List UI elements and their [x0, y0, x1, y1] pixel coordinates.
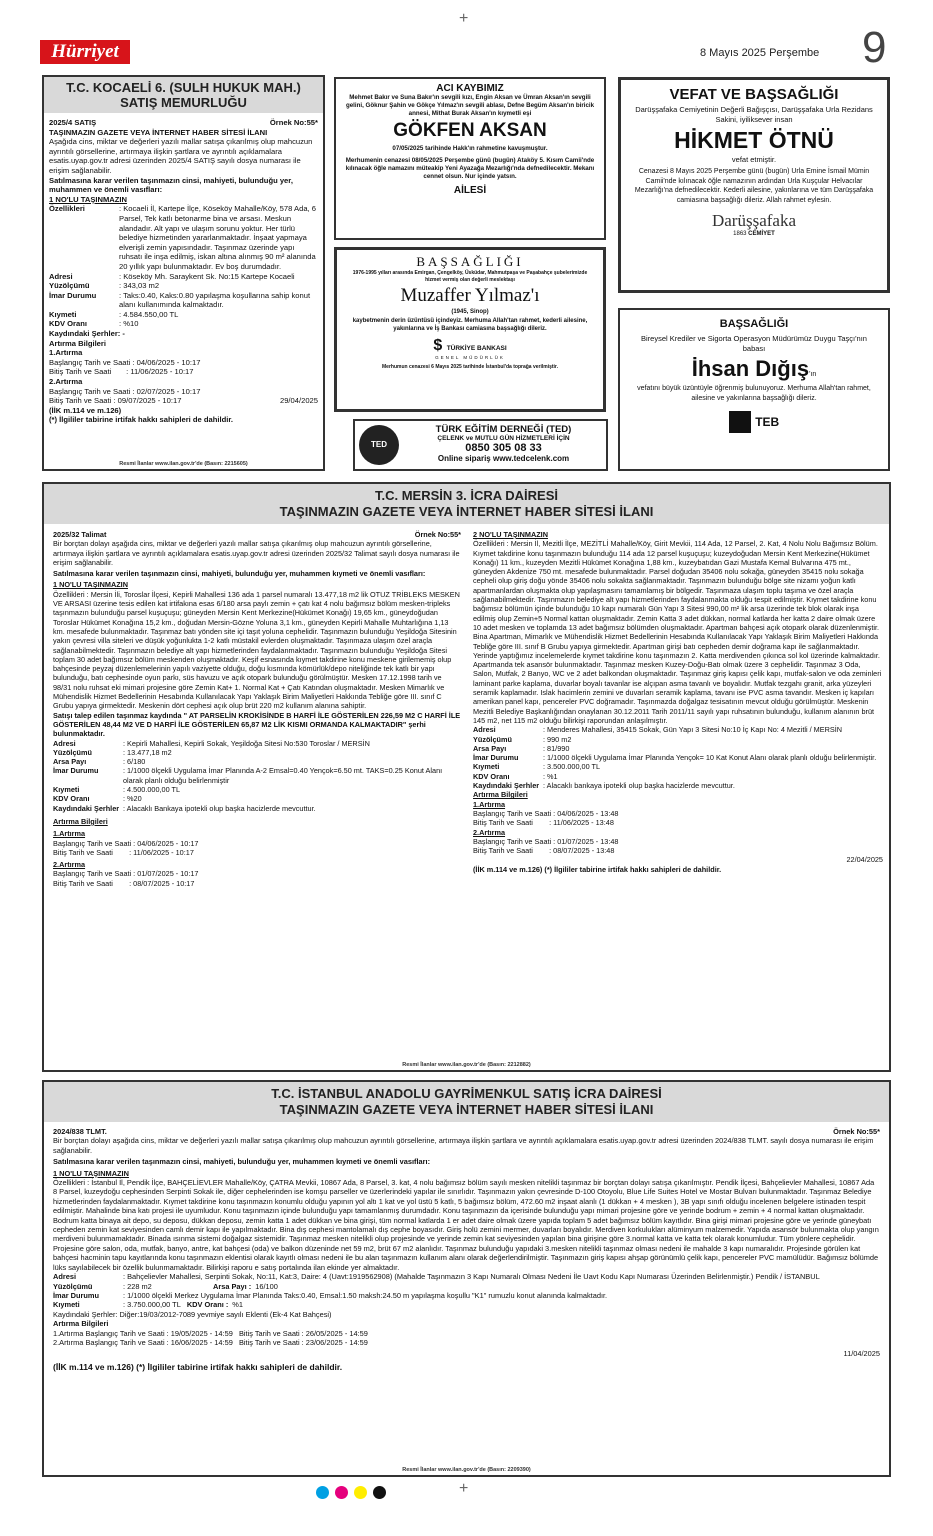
- ist-value: : 3.750.000,00 TL: [123, 1300, 181, 1310]
- ad-kocaeli-zoning: : Taks:0.40, Kaks:0.80 yapılaşma koşullarına sahip konut alanı kullanımında kalmaktadır.: [119, 290, 311, 310]
- m1-a1-start: Başlangıç Tarih ve Saati : 04/06/2025 - 10:17: [53, 838, 199, 848]
- muzaffer-text3: Merhumun cenazesi 6 Mayıs 2025 tarihinde İstanbul'da toprağa verilmiştir.: [382, 364, 558, 370]
- ihsan-name-line: [630, 356, 878, 382]
- ad-kocaeli-a1-start: Başlangıç Tarih ve Saati : 04/06/2025 - 10:17: [49, 357, 201, 367]
- m2-auction-title: Artırma Bilgileri: [473, 790, 528, 800]
- ad-kocaeli-zoning-label: İmar Durumu: [49, 290, 97, 300]
- m1-zoning-label: İmar Durumu: [53, 766, 99, 776]
- isbank-logo: [345, 337, 595, 355]
- ad-kocaeli-address-label: Adresi: [49, 271, 73, 281]
- ad-mersin-col-right: [473, 530, 883, 874]
- darussafaka-year: 1863: [733, 231, 747, 237]
- ad-kocaeli-a2-end: Bitiş Tarih ve Saati : 09/07/2025 - 10:17: [49, 396, 182, 406]
- m1-vat-label: KDV Oranı: [53, 794, 90, 804]
- ad-istanbul-heading: Satılmasına karar verilen taşınmazın cinsi, mahiyeti, bulunduğu yer, muhammen kıymeti ve önemli vasıfları:: [53, 1157, 431, 1167]
- ad-kocaeli-title-1: T.C. KOCAELİ 6. (SULH HUKUK MAH.): [66, 80, 301, 95]
- muzaffer-name: Muzaffer Yılmaz'ı: [400, 285, 540, 306]
- m2-address-label: Adresi: [473, 725, 496, 735]
- ad-kocaeli-subtitle: TAŞINMAZIN GAZETE VEYA İNTERNET HABER SİTESİ İLANI: [49, 127, 268, 137]
- ad-mersin-item1-bold: Satışı talep edilen taşınmaz kaydında " AT PARSELİN KROKİSİNDE B HARFİ İLE GÖSTERİLEN 226,59 M2 C HARFİ İLE GÖSTERİLEN 48,44 M2 VE D HARFİ İLE GÖSTERİLEN 65,87 M2 LİK KISMI ORMANDA KALMAKTADIR" şerhi bulunmaktadır.: [53, 710, 463, 739]
- ad-kocaeli-title-2: SATIŞ MEMURLUĞU: [120, 95, 247, 110]
- m2-a2-end: Bitiş Tarih ve Saati : 08/07/2025 - 13:48: [473, 846, 615, 856]
- m1-area: : 13.477,18 m2: [123, 747, 172, 757]
- ted-logo: TED: [359, 425, 399, 465]
- isbank-name: TÜRKİYE BANKASI: [446, 345, 507, 352]
- ad-kocaeli-features-label: Özellikleri: [49, 204, 85, 214]
- muzaffer-title: BAŞSAĞLIĞI: [416, 254, 524, 269]
- yellow-dot: [354, 1486, 367, 1499]
- ad-mersin-item2-text: Özellikleri : Mersin İl, Mezitli İlçe, MEZİTLİ Mahalle/Köy, Girit Mevkii, 114 Ada, 12 Parsel, 2. Kat, 4 Nolu Nolu Bağımsız Bölüm. Kıymet takdirine konu taşınmazın bulunduğu 114 ada 12 parsel kuşuçuşu; kuzeydoğudan Mersin Kent Merkezine(Hükümet Konağı) 11 km., kuzeyden Mezitli Hükümet Konağına 1,88 km., kuzeybatıdan Gazi Mustafa Kemal Bulvarına 475 mt., güneyden Akdenize 750 mt. mesafede bulunmaktadır. Parsel doğudan 35406 nolu sokağa, güneyden 35415 nolu sokağa cepheli olup giriş doğu yönde 35406 nolu sokakta sağlanmaktadır. Taşınmazın bulunduğu bölge site nizamı yoğun katlı apartmanlardan oluşmakta olup yapılaşmasını tamamlamış bir bölgedir. Taşınmaza ulaşım toplu taşıma ve özel araçla sağlanabilmektedir. Taşınmazın belediye alt yapı hizmetlerinden faydalanmakta olduğu tespit edilmiştir. Kıymet takdirine konu bağımsız bölümün içinde bulunduğu 10 kapı numaralı Gün Yapı 3 Sitesi 990,00 m² lik arsa üzerinde tek blok olarak inşa edilmiş olup Zemin+5 Normal kattan oluşmaktadır. Zemin Katta 3 adet dükkan, normal katlarda her katta 2 daire olmak üzere 10 adet mesken ve toplamda 13 adet bağımsız bölümden oluşmaktadır. Apartman bahçesi açık otopark olarak düzenlenmiştir. Bina Apartman, Mimarlık ve Mühendislik Hizmet Bedellerinin Hesabında Kullanılacak Yapı Yaklaşık Birim Maliyetleri Hakkında Tebliğe göre III. sınıf B Grubu yapıya girmektedir. Apartman girişi batı cepheden demir doğrama kapı ile sağlanmaktadır. Yerinde yaptığımız incelemelerde kıymet takdirine konu taşınmazın 2. Katta merdivenden çıkınca sol kol üzerinde kalmaktadır. Apartmanda tek asansör bulunmaktadır. Taşınmaz mesken Kuzey-Doğu-Batı olmak üzere 3 cephelidir. Taşınmaz 3 Oda, Salon, Mutfak, 2 Banyo, WC ve 2 adet balkondan oluşmaktadır. Taşınmaz giriş kapısı çelik kapı, mutfak-salon ve oda zeminleri laminant parke kaplama, duvarlar boyalı tavanlar ise alçıpan asma tavanlı ve boyalıdır. Mutfak tezgahı granit, arka yüzeyleri seramik kaplamadır. Islak hacimlerin zemini ve duvarları seramik kaplama, tavanı ise PVC asma tavandır. Mesken iç kapıları amerikan panel kapı, pencereler PVC doğramadır. Taşınmazda doğalgaz tesisatının mevcut olduğu görülmüştür. Meskenin Mezitli Belediye Başkanlığından onaylanan 30.12.2011 Tarih 2011/11 sayılı yapı ruhsatının bulunduğu, kullanım alanının brüt 145 m2, net 115 m2 olduğu bilirkişi raporundan anlaşılmıştır.: [473, 539, 884, 725]
- ted-web: Online sipariş www.tedcelenk.com: [437, 454, 570, 463]
- ist-a1: 1.Artırma Başlangıç Tarih ve Saati : 19/05/2025 - 14:59 Bitiş Tarih ve Saati : 26/05/2025 - 14:59: [53, 1328, 368, 1338]
- teb-name: TEB: [755, 415, 780, 429]
- ad-kocaeli-intro: Aşağıda cins, miktar ve değerleri yazılı mallar satışa çıkarılmış olup mahcuzun ayrıntılı görsellerine, artırmaya ilişkin şartlara ve ayrıntılı açıklamalara esatis.uyap.gov.tr adresi üzerinden 2025/4 SATIŞ sayılı dosya numarası ile erişim sağlanabilir.: [49, 137, 315, 175]
- m2-value: : 3.500.000,00 TL: [543, 762, 601, 772]
- ad-kocaeli-a1: 1.Artırma: [49, 348, 83, 358]
- m1-restr: : Alacaklı Bankaya ipotekli olup başka hacizlerde mevcuttur.: [123, 803, 316, 813]
- ad-kocaeli: [42, 75, 325, 471]
- ad-aci-kaybimiz: [334, 77, 606, 240]
- muzaffer-born: (1945, Sinop): [451, 309, 489, 315]
- ist-zoning: : 1/1000 ölçekli Merkez Uygulama İmar Planında Taks:0.40, Emsal:1.50 maksh:24.50 m yapılaşma koşullu "K1" rumuzlu konut alanında kalmaktadır.: [123, 1290, 608, 1300]
- m1-area-label: Yüzölçümü: [53, 747, 92, 757]
- ad-kocaeli-body: [44, 113, 323, 425]
- ad-kocaeli-a1-end: Bitiş Tarih ve Saati : 11/06/2025 - 10:17: [49, 367, 194, 377]
- muzaffer-text2: kaybetmenin derin üzüntüsü içindeyiz. Merhuma Allah'tan rahmet, kederli ailesine, yakınlarına ve İş Bankası camiasına başsağlığı dileriz.: [352, 318, 588, 332]
- ad-kocaeli-vat-label: KDV Oranı: [49, 319, 87, 329]
- m1-share: : 6/180: [123, 757, 146, 767]
- darussafaka-sub: CEMİYET: [748, 231, 775, 237]
- ad-kocaeli-date: 29/04/2025: [279, 396, 318, 406]
- m1-restr-label: Kaydındaki Şerhler: [53, 803, 120, 813]
- darussafaka-name: Darüşşafaka: [711, 211, 796, 230]
- ad-istanbul-body: [44, 1122, 889, 1372]
- ist-restrictions: Kaydındaki Şerhler: Diğer:19/03/2012-7089 yevmiye sayılı Eklenti (Ek-4 Kat Bahçesi): [53, 1309, 332, 1319]
- m1-address-label: Adresi: [53, 738, 76, 748]
- m1-value: : 4.500.000,00 TL: [123, 785, 181, 795]
- m2-a2: 2.Artırma: [473, 827, 506, 837]
- ist-vat: %1: [232, 1300, 243, 1310]
- m1-a2-start: Başlangıç Tarih ve Saati : 01/07/2025 - 10:17: [53, 869, 199, 879]
- ad-kocaeli-a2-start: Başlangıç Tarih ve Saati : 02/07/2025 - 10:17: [49, 386, 201, 396]
- black-dot: [373, 1486, 386, 1499]
- ad-mersin: [42, 482, 891, 1072]
- m2-a1-end: Bitiş Tarih ve Saati : 11/06/2025 - 13:48: [473, 818, 614, 828]
- m1-a2: 2.Artırma: [53, 860, 86, 870]
- m1-address: : Kepirli Mahallesi, Kepirli Sokak, Yeşildoğa Sitesi No:530 Toroslar / MERSİN: [123, 738, 370, 748]
- m1-zoning: : 1/1000 ölçekli Uygulama İmar Planında A-2 Emsal=0.40 Yençok=6.50 mt. TAKS=0.25 Konut Alanı olarak planlı olduğu belirlenmiştir: [123, 766, 443, 785]
- ist-area-label: Yüzölçümü: [53, 1281, 93, 1291]
- m2-vat-label: KDV Oranı: [473, 771, 510, 781]
- m1-a1: 1.Artırma: [53, 829, 86, 839]
- m1-a1-end: Bitiş Tarih ve Saati : 11/06/2025 - 10:17: [53, 847, 194, 857]
- ad-kocaeli-features: : Kocaeli İl, Kartepe İlçe, Köseköy Mahalle/Köy, 578 Ada, 6 Parsel, Tek katlı betonarme bina ve arsası. Meskun alandadır. Alt yapı ve ulaşım sorunu yoktur. Her türlü belediye hizmetinden yararlanmaktadır. İnşaat yapmaya elverişli zemin yapısındadır. Taşınmaz üzerinde yapı ruhsatı ile inşa edilmiş, iskan altına alınmış 90 m² alanında 20 yıllık yapı bulunmaktadır. Ev boş durumdadır.: [119, 204, 316, 271]
- ad-kocaeli-footer: Resmi İlanlar www.ilan.gov.tr'de (Basın: 2215605): [119, 461, 248, 467]
- ad-muzaffer: [334, 247, 606, 412]
- ad-kocaeli-value-label: Kıymeti: [49, 309, 77, 319]
- ist-share: 16/100: [255, 1281, 278, 1291]
- m2-a1-start: Başlangıç Tarih ve Saati : 04/06/2025 - 13:48: [473, 808, 619, 818]
- m2-address: : Menderes Mahallesi, 35415 Sokak, Gün Yapı 3 Sitesi No:10 İç Kapı No: 4 Mezitli / MERSİN: [543, 725, 843, 735]
- ad-istanbul-title-2: TAŞINMAZIN GAZETE VEYA İNTERNET HABER SİTESİ İLANI: [279, 1102, 654, 1117]
- ad-mersin-heading: Satılmasına karar verilen taşınmazın cinsi, mahiyeti, bulunduğu yer, muhammen kıymeti ve önemli vasıfları:: [53, 569, 426, 579]
- ted-title: TÜRK EĞİTİM DERNEĞİ (TED): [435, 424, 572, 435]
- ihsan-suffix: 'ın: [809, 371, 817, 378]
- ad-mersin-item2: 2 NO'LU TAŞINMAZIN: [473, 530, 548, 539]
- page-date: 8 Mayıs 2025 Perşembe: [700, 47, 820, 59]
- m2-area-label: Yüzölçümü: [473, 734, 512, 744]
- ad-kocaeli-vat: : %10: [119, 319, 139, 329]
- ad-mersin-sample: Örnek No:55*: [414, 530, 461, 539]
- ad-kocaeli-restrictions: Kaydındaki Şerhler: -: [49, 329, 125, 339]
- ad-mersin-header: [44, 484, 889, 524]
- ist-area: : 228 m2: [123, 1281, 152, 1291]
- ad-istanbul-header: [44, 1082, 889, 1122]
- m2-share-label: Arsa Payı: [473, 743, 507, 753]
- m2-restr-label: Kaydındaki Şerhler: [473, 781, 540, 791]
- ad-mersin-col-left: [53, 530, 461, 888]
- logo-text: Hürriyet: [51, 41, 119, 62]
- vefat-name: HİKMET ÖTNÜ: [674, 127, 834, 153]
- ad-istanbul: [42, 1080, 891, 1477]
- aci-text1: Mehmet Bakır ve Suna Bakır'ın sevgili kızı, Engin Aksan ve Ümran Aksan'ın sevgili gelini, Göknur Şahin ve Gökçe Yılmaz'ın sevgili ablası, Defne Begüm Aksan'ın biricik annesi, Mithat Burak Aksan'ın kıymetli eşi: [345, 94, 595, 117]
- ist-value-label: Kıymeti: [53, 1300, 80, 1310]
- ad-kocaeli-address: : Köseköy Mh. Saraykent Sk. No:15 Kartepe Kocaeli: [119, 271, 295, 281]
- ad-istanbul-intro: Bir borçtan dolayı aşağıda cins, miktar ve değerleri yazılı mallar satışa çıkarılmış olup mahcuzun ayrıntılı görsellerine, artırmaya ilişkin şartlara ve ayrıntılı açıklamalara esatis.uyap.gov.tr adresi üzerinden 2024/838 TLMT. sayılı dosya numarası ile erişim sağlanabilir.: [53, 1136, 876, 1155]
- ad-mersin-law: (İİK m.114 ve m.126) (*) İlgililer tabirine irtifak hakkı sahipleri de dahildir.: [473, 864, 722, 874]
- ad-kocaeli-law: (İİK m.114 ve m.126): [49, 405, 122, 415]
- print-registration-marks: [316, 1486, 386, 1499]
- aci-signature: AİLESİ: [453, 185, 487, 196]
- ist-auction-info: Artırma Bilgileri: [53, 1319, 109, 1329]
- ad-mersin-date: 22/04/2025: [846, 855, 883, 865]
- ad-mersin-file-no: 2025/32 Talimat: [53, 530, 107, 539]
- ist-zoning-label: İmar Durumu: [53, 1290, 99, 1300]
- ist-vat-label: KDV Oranı :: [186, 1300, 229, 1310]
- ad-istanbul-sample: Örnek No:55*: [833, 1127, 880, 1136]
- ad-istanbul-title-1: T.C. İSTANBUL ANADOLU GAYRİMENKUL SATIŞ İCRA DAİRESİ: [271, 1086, 662, 1101]
- ad-kocaeli-area-label: Yüzölçümü: [49, 281, 90, 291]
- page-number: 9: [862, 23, 887, 72]
- ad-istanbul-date: 11/04/2025: [843, 1349, 880, 1359]
- ist-share-label: Arsa Payı :: [213, 1281, 252, 1291]
- ad-kocaeli-value: : 4.584.550,00 TL: [119, 309, 179, 319]
- aci-title: ACI KAYBIMIZ: [436, 83, 504, 94]
- crop-mark-top: +: [459, 10, 469, 27]
- ad-istanbul-law: (İİK m.114 ve m.126) (*) İlgililer tabirine irtifak hakkı sahipleri de dahildir.: [53, 1361, 343, 1372]
- ad-mersin-intro: Bir borçtan dolayı aşağıda cins, miktar ve değerleri yazılı mallar satışa çıkarılmış olup mahcuzun ayrıntılı görsellerine, artırmaya ilişkin şartlara ve ayrıntılı açıklamalara esatis.uyap.gov.tr adresi üzerinden 2025/32 Talimat sayılı dosya numarası ile erişim sağlanabilir.: [53, 539, 462, 567]
- m1-auction-title: Artırma Bilgileri: [53, 816, 108, 826]
- m2-value-label: Kıymeti: [473, 762, 500, 772]
- ad-mersin-item1: 1 NO'LU TAŞINMAZIN: [53, 580, 128, 590]
- m2-a2-start: Başlangıç Tarih ve Saati : 01/07/2025 - 13:48: [473, 836, 619, 846]
- ad-ted: [353, 419, 608, 471]
- ad-kocaeli-sample: Örnek No:55*: [269, 118, 318, 127]
- ist-a2: 2.Artırma Başlangıç Tarih ve Saati : 16/06/2025 - 14:59 Bitiş Tarih ve Saati : 23/06/2025 - 14:59: [53, 1337, 368, 1347]
- isbank-sub: GENEL MÜDÜRLÜK: [435, 355, 505, 360]
- cyan-dot: [316, 1486, 329, 1499]
- aci-name: GÖKFEN AKSAN: [393, 120, 547, 141]
- vefat-text3: Cenazesi 8 Mayıs 2025 Perşembe günü (bugün) Urla Emine İsmail Mümin Camii'nde kılınacak öğle namazının ardından Urla Kuşçular Helvacılar Mezarlığı'na defnedilecektir. Kederli ailesine, yakınlarına ve tüm Darüşşafaka camiasına başsağlığı dileriz. Allah rahmet eylesin.: [634, 168, 874, 204]
- teb-logo: [630, 411, 878, 433]
- aci-text3: Merhumenin cenazesi 08/05/2025 Perşembe günü (bugün) Ataköy 5. Kısım Camii'nde kılınacak öğle namazını müteakip Yeni Ayazağa Mezarlığı'nda defnedilecektir. Mekanı cennet olsun. Nur içinde yatsın.: [345, 157, 595, 180]
- m1-vat: : %20: [123, 794, 142, 804]
- crop-mark-bottom: +: [459, 1480, 469, 1497]
- vefat-text2: vefat etmiştir.: [731, 155, 777, 164]
- m2-area: : 990 m2: [543, 734, 572, 744]
- m2-zoning: : 1/1000 ölçekli Uygulama İmar Planında Yençok= 10 Kat Konut Alanı olarak planlı olduğu belirlenmiştir.: [543, 753, 877, 763]
- ad-kocaeli-a2: 2.Artırma: [49, 377, 83, 387]
- m2-restr: : Alacaklı bankaya ipotekli olup başka hacizlerde mevcuttur.: [543, 781, 735, 791]
- ad-istanbul-item: 1 NO'LU TAŞINMAZIN: [53, 1168, 129, 1178]
- ad-ihsan: [618, 308, 890, 471]
- ted-phone: 0850 305 08 33: [465, 442, 542, 454]
- ad-mersin-title-1: T.C. MERSİN 3. İCRA DAİRESİ: [375, 488, 558, 503]
- ist-address: : Bahçelievler Mahallesi, Serpinti Sokak, No:11, Kat:3, Daire: 4 (Uavt:1919562908) (Mahalde Taşınmazın 3 Kapı Numaralı Olması Nedeni İle Uavt Kodu Kapı Numarası Üzerinden Belirlenmiştir.) Pendik / İSTANBUL: [123, 1272, 820, 1282]
- magenta-dot: [335, 1486, 348, 1499]
- vefat-text1: Darüşşafaka Cemiyetinin Değerli Bağışçısı, Darüşşafaka Urla Rezidans Sakini, iyiliksever insan: [635, 105, 873, 124]
- vefat-title: VEFAT VE BAŞSAĞLIĞI: [669, 86, 839, 103]
- m2-zoning-label: İmar Durumu: [473, 753, 519, 763]
- ad-kocaeli-file-no: 2025/4 SATIŞ: [49, 118, 97, 127]
- isbank-icon: $: [433, 337, 443, 354]
- ihsan-title: BAŞSAĞLIĞI: [719, 318, 789, 330]
- ihsan-name: İhsan Dığış: [691, 356, 810, 381]
- ted-line1: ÇELENK ve MUTLU GÜN HİZMETLERİ İÇİN: [437, 435, 570, 442]
- m2-vat: : %1: [543, 771, 558, 781]
- ad-mersin-item1-text: Özellikleri : Mersin İli, Toroslar İlçesi, Kepirli Mahallesi 136 ada 1 parsel numaralı 13.477,18 m2 lik OTUZ TRİBLEKS MESKEN VE ARSASI üzerine tesis edilen kat irtifakına esas 6/180 arsa paylı zemin + çatı kat 4 nolu bağımsız bölüm mesken-tripleks taşınmazın bulunduğu parsel kuşuçuşu; güneyden Mersin Kent Merkezine(Hükümet Konağı) 19,65 km., güneydoğudan Toroslar Hükümet Konağına 15,2 km., doğudan Mersin-Gözne Yoluna 3,1 km., güneyden Kepirli Mahalle Muhtarlığına 1,13 km. mesafede bulunmaktadır. Taşınmaz batı yönden site içi taşıt yoluna cephelidir. Taşınmazın bulunduğu Yeşildoğa Sitesinin yakın çevresi villa siteleri ve düşük yoğunlukta 1-2 katlı müstakil evlerden oluşmaktadır. Taşınmaza ulaşım özel araçla sağlanabilmektedir. Taşınmazın belediye alt yapı hizmetlerinden faydalanmaktadır. Taşınmazın bulunduğu Yeşildoğa Sitesi toplam 30 adet bağımsız bölüm meskenden oluşmaktadır. Keşif esnasında kıymet takdirine konu meskene girilememiş olup bahçesinde peyzaj düzenlemelerinin yapılı vaziyette olduğu, doğu kısmında kömürlük/depo niteliğinde tek katlı bir yapı bulunduğu, batı cephesinde oyun parkı, süs havuzu ve açık otopark bulunduğu görülmüştür. Mesken 17.12.1998 tarih ve 98/31 nolu ruhsat eki mimari projesine göre Zemin Kat+ 1. Normal Kat + Çatı Katından oluşmaktadır. Mesken Mimarlık ve Mühendislik Hizmet Bedellerinin Hesabında Kullanılacak Yapı Yaklaşık Birim Maliyetleri Hakkında Tebliğe göre III. sınıf C Grubu yapıya girmektedir. Meskenin dört cephesi açık olup brüt 220 m2 kullanım alanına sahiptir.: [53, 589, 462, 711]
- m2-share: : 81/990: [543, 743, 570, 753]
- ad-istanbul-features: Özellikleri : İstanbul İl, Pendik İlçe, BAHÇELİEVLER Mahalle/Köy, ÇATRA Mevkii, 10867 Ada, 8 Parsel, 3. kat, 4 nolu bağımsız bölüm sayılı mesken nitelikli taşınmaz bir borçtan dolayı satışa çıkarılmıştır. Pendik İlçesi, Bahçelievler Mahallesi, 10867 Ada 8 Parsel, kuzeydoğu cephesinden Serpinti Sokak ile, diğer cephelerinden ise komşu parseller ve üzerlerindeki yapılar ile sınırlıdır. Taşınmazın yakın çevresinde D-100 Otoyolu, Blue Life Suites Hotel ve Mostar Bulvarı bulunmaktadır. Taşınmaz Belediye hizmetlerinden faydalanmaktadır. Kıymet takdirine konu taşınmazın konumlu olduğu yapının yol altı 1 kat ve yol üstü 5 katlı, 5 bağımsız bölüm, 472.60 m2 inşaat alanlı (1 dükkan + 4 mesken ), 3B yapı sınıfı olduğu incelenen belgelere istinaden tespit edilmiştir. Mahalinde bina katı projesi ile uyumludur. Konu taşınmazın içinde bulunduğu yapı tamamlanmış durumdadır. Konu taşınmazın da içerisinde bulunduğu yapı mimari projesine göre ve yerinde bodrum + zemin + 4 normal kattan oluşmaktadır. Bodrum katta binaya ait depo, su deposu, dükkan deposu, zemin katta 1 adet dükkan ve bina girişi, tüm normal katlarda 1 er adet daire olmak üzere yapıda toplam 5 adet bağımsız bölüm kayıtlıdır. Bina girişi mimari projesine göre ve yerinde güneybatı cepheden zemin kat seviyesinden camlı demir kapı ile yapılmaktadır. Bina dış cephesi mantolamalı dış cephe boyasıdır. Giriş holü zemini mermer, duvarları boyalıdır. Merdiven korkulukları alüminyum malzemedir. Yapıda asansör bulunmakta olup yangın merdiveni bulunmamaktadır. Binada ısınma sistemi doğalgaz sistemidir. Taşınmaz mesken nitelikli olup projesinde ve yerinde zemin kat seviyesinden yapılan bina girişine göre 3.normal katta ve katta tek olarak konumludur. Tüm yönlere cephelidir. Projesine göre salon, oda, mutfak, banyo, antre, kat bahçesi (oda) ve balkon düzeninde net 59 m2, brüt 67 m2 alanlıdır. Taşınmaz bulunduğu yapıdaki 3.mesken nitelikli taşınmaz olması nedeni ile mahalde 3 kapı numaralıdır. Projesinde görülen kat bahçesi hacminin tapu kayıtlarında konu taşınmazın eklentisi olarak kayıtlı olması nedeni ile bu alan taşınmazın kullanım alanı olarak değerlendirilmiştir. Taşınmazın giriş kapısı ahşap görünümlü çelik kapı, pencereler PVC mamülüdür. Bağımsız bölümde lüks sayılabilecek bir özellik bulunmamaktadır. Bilirkişi raporu e satış portalında ilan ekinde yer almaktadır.: [53, 1178, 881, 1272]
- ad-vefat: [618, 77, 890, 293]
- ad-mersin-title-2: TAŞINMAZIN GAZETE VEYA İNTERNET HABER SİTESİ İLANI: [279, 504, 654, 519]
- teb-icon: [729, 411, 751, 433]
- ad-istanbul-footer: Resmi İlanlar www.ilan.gov.tr'de (Basın: 2209390): [402, 1467, 531, 1473]
- darussafaka-logo: [633, 211, 875, 237]
- ad-istanbul-file-no: 2024/838 TLMT.: [53, 1127, 107, 1136]
- ad-kocaeli-area: : 343,03 m2: [119, 281, 160, 291]
- ad-kocaeli-note: (*) İlgililer tabirine irtifak hakkı sahipleri de dahildir.: [49, 415, 233, 425]
- ad-mersin-footer: Resmi İlanlar www.ilan.gov.tr'de (Basın: 2212882): [402, 1062, 531, 1068]
- ad-kocaeli-header: [44, 77, 323, 113]
- muzaffer-text1: 1976-1995 yılları arasında Emirgan, Çengelköy, Üsküdar, Mahmutpaşa ve Paşabahçe şubelerimizde hizmet vermiş olan değerli meslektaşı: [352, 270, 588, 283]
- newspaper-logo: [40, 40, 130, 64]
- ist-address-label: Adresi: [53, 1272, 77, 1282]
- ad-kocaeli-auction-info: Artırma Bilgileri: [49, 338, 106, 348]
- ihsan-text1: Bireysel Krediler ve Sigorta Operasyon Müdürümüz Duygu Taşçı'nın babası: [641, 334, 867, 353]
- ihsan-text2: vefatını büyük üzüntüyle öğrenmiş bulunuyoruz. Merhuma Allah'tan rahmet, ailesine ve yakınlarına başsağlığı dileriz.: [637, 385, 871, 402]
- m1-value-label: Kıymeti: [53, 785, 80, 795]
- m1-a2-end: Bitiş Tarih ve Saati : 08/07/2025 - 10:17: [53, 878, 195, 888]
- ad-kocaeli-heading: Satılmasına karar verilen taşınmazın cinsi, mahiyeti, bulunduğu yer, muhammen ve önemli vasıfları:: [49, 175, 296, 195]
- aci-text2: 07/05/2025 tarihinde Hakk'ın rahmetine kavuşmuştur.: [392, 145, 548, 152]
- ad-kocaeli-item: 1 NO'LU TAŞINMAZIN: [49, 194, 128, 204]
- m1-share-label: Arsa Payı: [53, 757, 87, 767]
- m2-a1: 1.Artırma: [473, 799, 506, 809]
